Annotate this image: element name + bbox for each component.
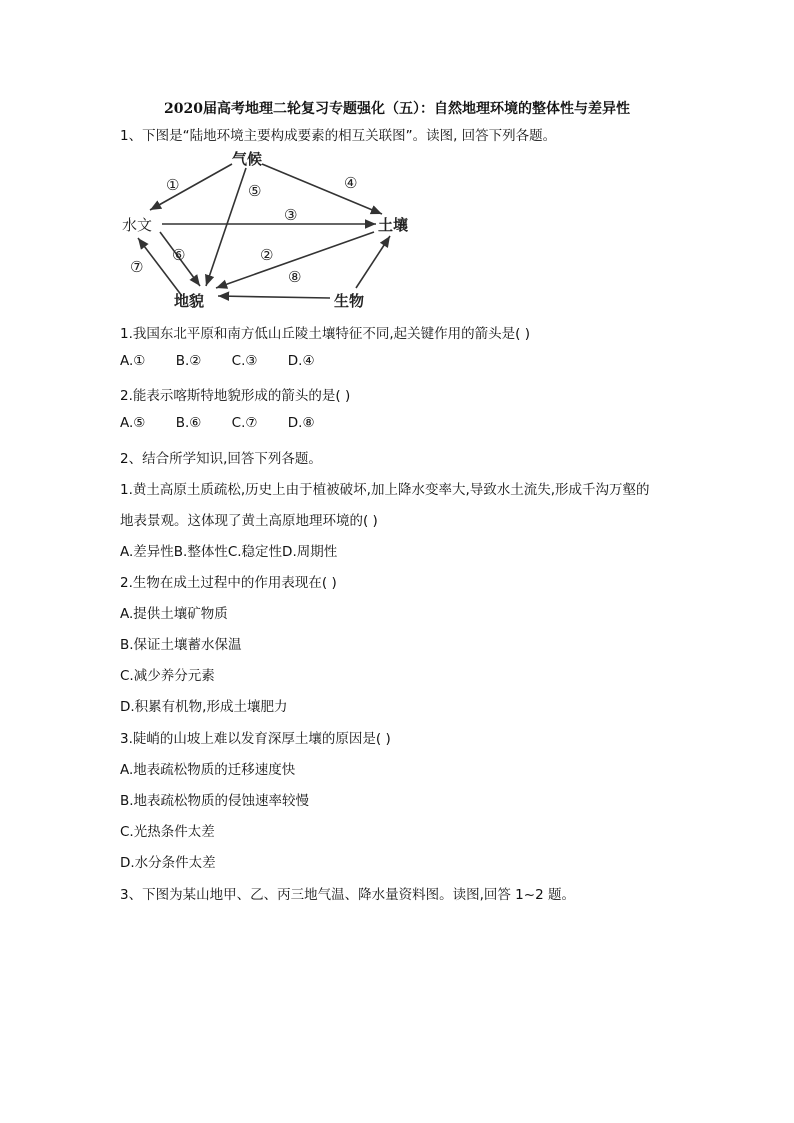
arrow-label-6: ⑥ <box>172 246 186 264</box>
option-d: D.④ <box>287 353 315 369</box>
node-climate: 气候 <box>232 150 263 168</box>
q2-sub2-option-d: D.积累有机物,形成土壤肥力 <box>120 699 288 715</box>
arrow-label-2: ② <box>260 246 274 264</box>
option-c: C.③ <box>231 353 258 369</box>
option-b: B.② <box>175 353 202 369</box>
q1-sub1: 1.我国东北平原和南方低山丘陵土壤特征不同,起关键作用的箭头是( ) <box>120 326 530 342</box>
q2-sub3-option-d: D.水分条件太差 <box>120 855 216 871</box>
q2-sub3-option-c: C.光热条件太差 <box>120 824 215 840</box>
arrow-label-4: ④ <box>344 174 358 192</box>
node-hydrology: 水文 <box>122 216 153 234</box>
q1-sub2-options <box>120 415 341 431</box>
arrow-label-5: ⑤ <box>248 182 262 200</box>
q1-sub2: 2.能表示喀斯特地貌形成的箭头的是( ) <box>120 388 351 404</box>
arrow-8 <box>218 296 330 298</box>
q2-sub2-option-a: A.提供土壤矿物质 <box>120 606 228 622</box>
element-relation-diagram <box>120 148 420 310</box>
option-b: B.⑥ <box>175 415 202 431</box>
arrow-5 <box>206 168 246 286</box>
q2-sub3-option-a: A.地表疏松物质的迁移速度快 <box>120 762 296 778</box>
option-d: D.⑧ <box>287 415 315 431</box>
arrow-label-1: ① <box>166 176 180 194</box>
q2-sub2-option-c: C.减少养分元素 <box>120 668 215 684</box>
option-c: C.⑦ <box>231 415 258 431</box>
option-a: A.① <box>120 353 146 369</box>
q2-sub3: 3.陡峭的山坡上难以发育深厚土壤的原因是( ) <box>120 731 391 747</box>
option-a: A.⑤ <box>120 415 146 431</box>
arrow-label-3: ③ <box>284 206 298 224</box>
diagram-svg <box>120 148 420 310</box>
arrow-4 <box>262 164 382 214</box>
q2-sub1-line2: 地表景观。这体现了黄土高原地理环境的( ) <box>120 513 378 529</box>
arrow-label-8: ⑧ <box>288 268 302 286</box>
q3-intro: 3、下图为某山地甲、乙、丙三地气温、降水量资料图。读图,回答 1~2 题。 <box>120 887 575 903</box>
q2-sub2: 2.生物在成土过程中的作用表现在( ) <box>120 575 337 591</box>
arrow-1 <box>150 164 232 210</box>
q2-intro: 2、结合所学知识,回答下列各题。 <box>120 451 322 467</box>
arrow-bio-soil <box>356 236 390 288</box>
q2-sub1-line1: 1.黄土高原土质疏松,历史上由于植被破坏,加上降水变率大,导致水土流失,形成千沟万壑的 <box>120 482 650 498</box>
document-title: 2020届高考地理二轮复习专题强化（五）：自然地理环境的整体性与差异性 <box>164 101 630 117</box>
arrow-label-7: ⑦ <box>130 258 144 276</box>
q1-sub1-options <box>120 353 341 369</box>
node-soil: 土壤 <box>378 216 409 234</box>
q2-sub2-option-b: B.保证土壤蓄水保温 <box>120 637 242 653</box>
q1-intro: 1、下图是“陆地环境主要构成要素的相互关联图”。读图, 回答下列各题。 <box>120 128 557 144</box>
node-landform: 地貌 <box>174 292 205 310</box>
q2-sub3-option-b: B.地表疏松物质的侵蚀速率较慢 <box>120 793 310 809</box>
node-biology: 生物 <box>334 292 365 310</box>
q2-sub1-options: A.差异性B.整体性C.稳定性D.周期性 <box>120 544 338 560</box>
